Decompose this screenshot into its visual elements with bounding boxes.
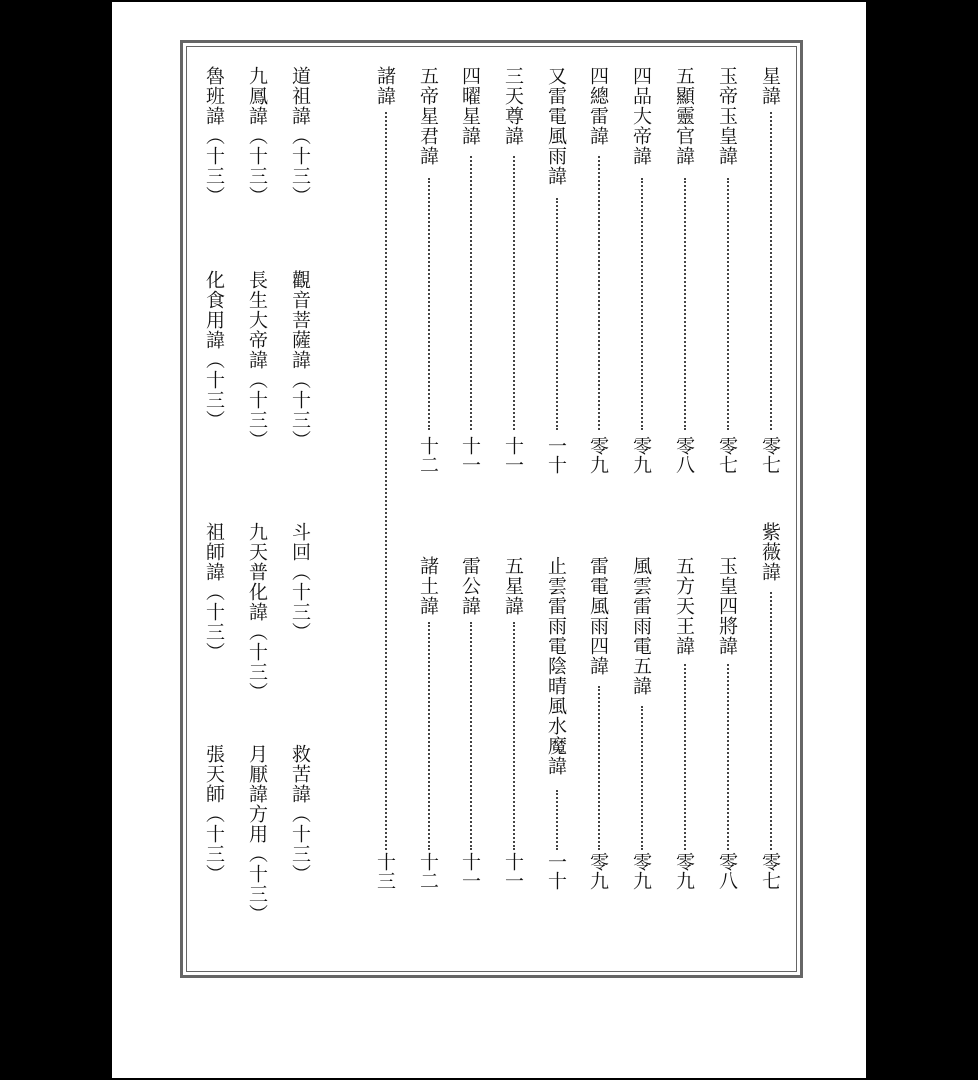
- toc-entry-page: 十二: [417, 852, 439, 890]
- leader-dots: [598, 156, 600, 430]
- toc-entry-page: 零七: [716, 436, 738, 474]
- toc-subentry: 救苦諱（十三）: [289, 744, 311, 884]
- toc-entry-title: 五帝星君諱: [417, 66, 439, 166]
- toc-entry-title: 止雲雷雨電陰晴風水魔諱: [545, 556, 567, 776]
- toc-entry-page: 十一: [459, 852, 481, 890]
- leader-dots: [727, 664, 729, 850]
- toc-entry-title: 紫薇諱: [759, 522, 781, 582]
- toc-entry-page: 零八: [673, 436, 695, 474]
- toc-subentry: 化食用諱（十三）: [203, 270, 225, 430]
- toc-entry-title: 四曜星諱: [459, 66, 481, 146]
- toc-entry-page: 十一: [459, 436, 481, 474]
- leader-dots: [770, 112, 772, 430]
- toc-entry-page: 一十: [545, 852, 567, 890]
- toc-entry-page: 零九: [587, 852, 609, 890]
- leader-dots: [598, 686, 600, 850]
- leader-dots: [428, 178, 430, 430]
- toc-entry-page: 零九: [630, 852, 652, 890]
- toc-entry-title: 五顯靈官諱: [673, 66, 695, 166]
- toc-entry-title: 五星諱: [502, 556, 524, 616]
- toc-entry-title: 星諱: [759, 66, 781, 106]
- leader-dots: [727, 178, 729, 430]
- leader-dots: [556, 790, 558, 850]
- toc-entry-page: 零九: [673, 852, 695, 890]
- toc-entry-title: 諸諱: [374, 66, 396, 106]
- toc-entry-title: 風雲雷雨電五諱: [630, 556, 652, 696]
- leader-dots: [470, 622, 472, 850]
- leader-dots: [770, 592, 772, 850]
- toc-entry-page: 零八: [716, 852, 738, 890]
- leader-dots: [684, 178, 686, 430]
- toc-entry-title: 四品大帝諱: [630, 66, 652, 166]
- toc-subentry: 祖師諱（十三）: [203, 522, 225, 662]
- leader-dots: [641, 706, 643, 850]
- toc-entry-page: 十二: [417, 436, 439, 474]
- toc-entry-title: 五方天王諱: [673, 556, 695, 656]
- toc-subentry: 長生大帝諱（十三）: [246, 270, 268, 450]
- toc-subentry: 魯班諱（十三）: [203, 66, 225, 206]
- leader-dots: [385, 112, 387, 850]
- toc-entry-page: 零九: [587, 436, 609, 474]
- toc-entry-page: 十三: [374, 852, 396, 890]
- toc-entry-title: 又雷電風雨諱: [545, 66, 567, 186]
- toc-subentry: 九天普化諱（十三）: [246, 522, 268, 702]
- leader-dots: [513, 622, 515, 850]
- toc-entry-title: 雷公諱: [459, 556, 481, 616]
- leader-dots: [556, 198, 558, 430]
- toc-subentry: 觀音菩薩諱（十三）: [289, 270, 311, 450]
- toc-entry-page: 十一: [502, 852, 524, 890]
- toc-entry-title: 玉帝玉皇諱: [716, 66, 738, 166]
- toc-subentry: 張天師（十三）: [203, 744, 225, 884]
- leader-dots: [470, 156, 472, 430]
- toc-subentry: 道祖諱（十三）: [289, 66, 311, 206]
- leader-dots: [641, 178, 643, 430]
- leader-dots: [684, 664, 686, 850]
- toc-entry-title: 諸土諱: [417, 556, 439, 616]
- toc-entry-page: 零七: [759, 436, 781, 474]
- toc-entry-title: 雷電風雨四諱: [587, 556, 609, 676]
- leader-dots: [513, 156, 515, 430]
- toc-entry-page: 十一: [502, 436, 524, 474]
- toc-entry-page: 零九: [630, 436, 652, 474]
- toc-subentry: 月厭諱方用（十三）: [246, 744, 268, 924]
- toc-subentry: 斗回（十三）: [289, 522, 311, 642]
- toc-subentry: 九鳳諱（十三）: [246, 66, 268, 206]
- toc-entry-page: 一十: [545, 436, 567, 474]
- toc-entry-title: 三天尊諱: [502, 66, 524, 146]
- toc-entry-page: 零七: [759, 852, 781, 890]
- page-border-inner: [186, 46, 797, 972]
- toc-entry-title: 四總雷諱: [587, 66, 609, 146]
- leader-dots: [428, 622, 430, 850]
- toc-entry-title: 玉皇四將諱: [716, 556, 738, 656]
